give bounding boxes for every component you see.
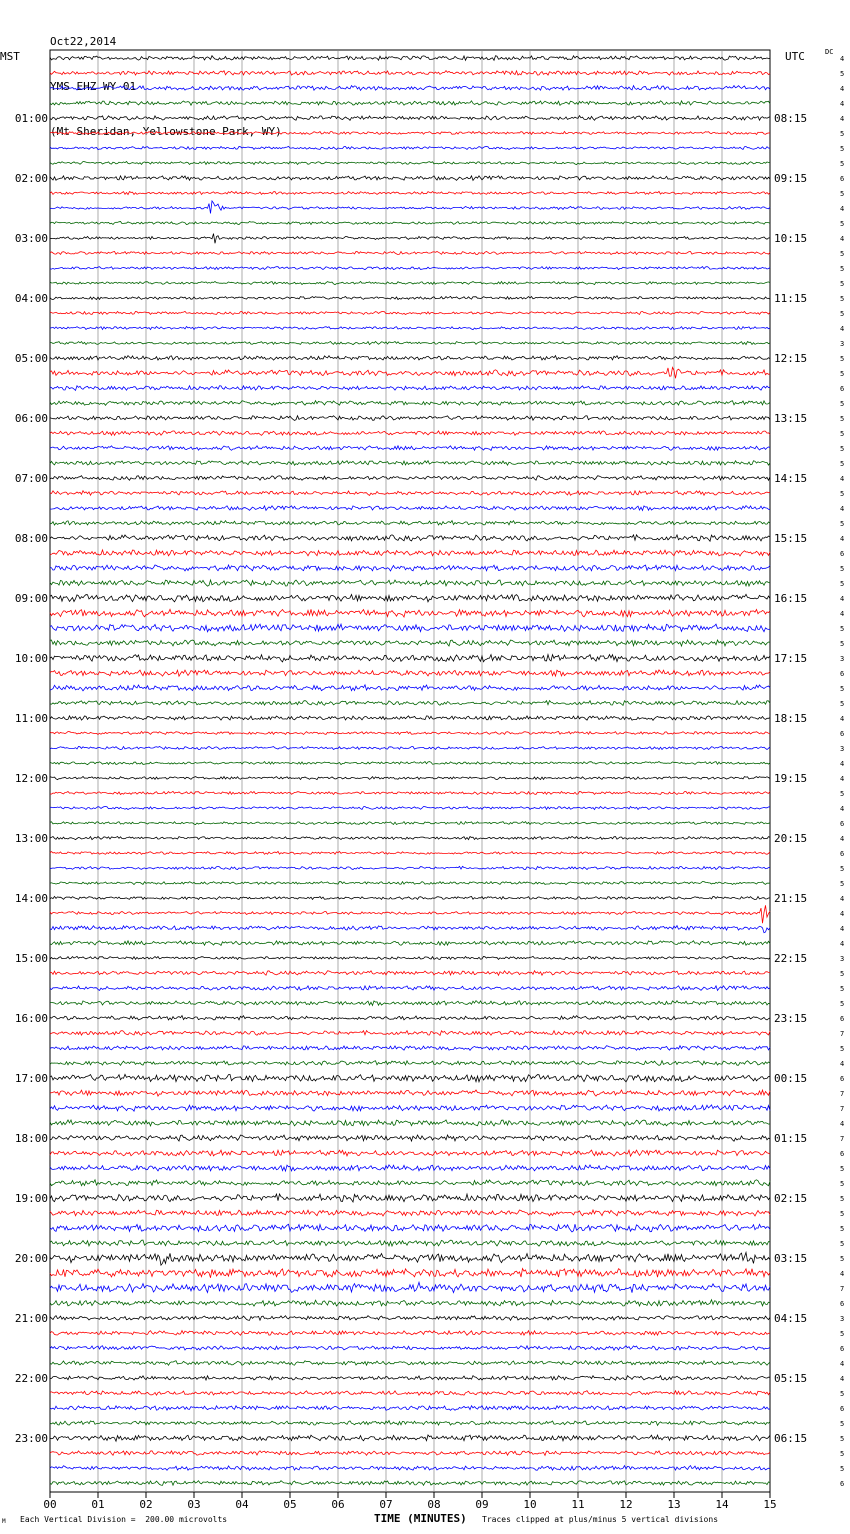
dc-offset-value: 6 [840,730,845,738]
seismic-trace [50,56,770,61]
x-tick-label: 12 [619,1498,633,1511]
seismic-trace [50,1105,770,1111]
seismic-trace [50,1481,770,1486]
seismic-trace [50,386,770,391]
date-label: Oct22,2014 [50,35,117,48]
seismic-trace [50,1466,770,1471]
seismic-trace [50,822,770,825]
seismic-trace [50,655,770,662]
dc-offset-value: 5 [840,220,845,228]
right-hour-label: 02:15 [774,1192,808,1205]
left-hour-label: 13:00 [14,832,48,845]
left-hour-label: 08:00 [14,532,48,545]
dc-offset-value: 3 [840,655,845,663]
location-label: (Mt Sheridan, Yellowstone Park, WY) [50,125,282,138]
dc-offset-value: 5 [840,1000,845,1008]
seismic-trace [50,866,770,869]
left-hour-label: 05:00 [14,352,48,365]
dc-offset-value: 5 [840,700,845,708]
left-hour-label: 15:00 [14,952,48,965]
x-tick-label: 03 [187,1498,201,1511]
dc-offset-value: 5 [840,1210,845,1218]
left-hour-label: 01:00 [14,112,48,125]
dc-offset-header: DC [825,48,834,56]
seismic-trace [50,882,770,885]
seismic-trace [50,416,770,421]
seismic-trace [50,926,770,933]
left-hour-label: 14:00 [14,892,48,905]
dc-offset-value: 4 [840,895,845,903]
dc-offset-value: 7 [840,1285,845,1293]
seismic-trace [50,491,770,496]
seismic-trace [50,116,770,121]
left-hour-label: 09:00 [14,592,48,605]
dc-offset-value: 5 [840,880,845,888]
seismic-trace [50,731,770,734]
right-hour-label: 21:15 [774,892,808,905]
scale-note: Each Vertical Division = 200.00 microvolts [20,1515,228,1524]
left-hour-label: 23:00 [14,1432,48,1445]
seismic-trace [50,807,770,810]
seismic-trace [50,791,770,794]
seismic-trace [50,1090,770,1096]
dc-offset-value: 4 [840,115,845,123]
seismic-trace [50,896,770,899]
seismic-trace [50,282,770,285]
left-hour-label: 16:00 [14,1012,48,1025]
dc-offset-value: 4 [840,760,845,768]
dc-offset-value: 5 [840,1165,845,1173]
right-hour-label: 04:15 [774,1312,808,1325]
seismic-trace [50,1361,770,1366]
dc-offset-value: 4 [840,1360,845,1368]
seismic-trace [50,851,770,854]
left-hour-label: 17:00 [14,1072,48,1085]
x-tick-label: 06 [331,1498,345,1511]
x-axis-title: TIME (MINUTES) [374,1512,467,1525]
seismic-trace [50,550,770,556]
dc-offset-value: 5 [840,400,845,408]
dc-offset-value: 5 [840,1180,845,1188]
seismic-trace [50,1316,770,1321]
seismic-trace [50,941,770,946]
right-hour-label: 12:15 [774,352,808,365]
dc-offset-value: 5 [840,1240,845,1248]
dc-offset-value: 5 [840,790,845,798]
dc-offset-value: 5 [840,130,845,138]
right-hour-label: 17:15 [774,652,808,665]
seismic-trace [50,461,770,466]
x-tick-label: 00 [43,1498,57,1511]
seismic-trace [50,971,770,976]
seismic-trace [50,956,770,959]
dc-offset-value: 6 [840,385,845,393]
seismic-trace [50,1210,770,1216]
left-hour-label: 11:00 [14,712,48,725]
left-hour-label: 06:00 [14,412,48,425]
dc-offset-value: 4 [840,835,845,843]
seismic-trace [50,1046,770,1051]
right-hour-label: 01:15 [774,1132,808,1145]
right-hour-label: 11:15 [774,292,808,305]
dc-offset-value: 5 [840,355,845,363]
dc-offset-value: 5 [840,865,845,873]
left-hour-label: 21:00 [14,1312,48,1325]
seismic-trace [50,327,770,330]
right-hour-label: 09:15 [774,172,808,185]
dc-offset-value: 5 [840,265,845,273]
seismic-trace [50,905,770,923]
seismic-trace [50,1406,770,1411]
left-hour-label: 03:00 [14,232,48,245]
dc-offset-value: 6 [840,1015,845,1023]
seismic-trace [50,1391,770,1396]
seismic-trace [50,624,770,632]
left-timezone-label: MST [0,50,20,63]
seismic-trace [50,1346,770,1351]
seismic-trace [50,296,770,299]
seismic-trace [50,1435,770,1441]
dc-offset-value: 5 [840,970,845,978]
dc-offset-value: 4 [840,1375,845,1383]
seismic-trace [50,431,770,435]
right-hour-label: 23:15 [774,1012,808,1025]
seismic-trace [50,594,770,602]
seismic-trace [50,685,770,691]
dc-offset-value: 5 [840,445,845,453]
dc-offset-value: 4 [840,325,845,333]
dc-offset-value: 5 [840,580,845,588]
seismic-trace [50,1150,770,1156]
right-hour-label: 03:15 [774,1252,808,1265]
seismic-trace [50,609,770,617]
x-tick-label: 08 [427,1498,441,1511]
dc-offset-value: 4 [840,925,845,933]
dc-offset-value: 4 [840,910,845,918]
dc-offset-value: 5 [840,1465,845,1473]
dc-offset-value: 6 [840,820,845,828]
dc-offset-value: 6 [840,1405,845,1413]
dc-offset-value: 4 [840,100,845,108]
dc-offset-value: 5 [840,685,845,693]
seismic-trace [50,1331,770,1336]
x-tick-label: 01 [91,1498,105,1511]
seismic-trace [50,565,770,571]
left-hour-label: 20:00 [14,1252,48,1265]
seismic-trace [50,86,770,91]
seismic-trace [50,1180,770,1186]
seismic-trace [50,1421,770,1426]
dc-offset-value: 5 [840,250,845,258]
seismic-trace [50,1253,770,1266]
dc-offset-value: 5 [840,1255,845,1263]
dc-offset-value: 4 [840,475,845,483]
dc-offset-value: 7 [840,1030,845,1038]
right-hour-label: 06:15 [774,1432,808,1445]
x-tick-label: 09 [475,1498,489,1511]
right-hour-label: 13:15 [774,412,808,425]
seismic-trace [50,146,770,149]
dc-offset-value: 5 [840,370,845,378]
plot-frame [50,50,770,1492]
x-tick-label: 05 [283,1498,297,1511]
seismic-trace [50,267,770,270]
right-hour-label: 05:15 [774,1372,808,1385]
seismic-trace [50,506,770,511]
clip-note: Traces clipped at plus/minus 5 vertical divisions [482,1515,719,1524]
seismic-trace [50,132,770,135]
dc-offset-value: 5 [840,520,845,528]
dc-offset-value: 5 [840,565,845,573]
seismic-trace [50,640,770,646]
dc-offset-value: 5 [840,1390,845,1398]
seismic-trace [50,1300,770,1306]
seismic-trace [50,342,770,345]
dc-offset-value: 4 [840,535,845,543]
dc-offset-value: 4 [840,235,845,243]
seismic-trace [50,535,770,541]
dc-offset-value: 5 [840,1450,845,1458]
left-hour-label: 22:00 [14,1372,48,1385]
seismic-trace [50,1074,770,1081]
seismic-trace [50,71,770,76]
dc-offset-value: 3 [840,745,845,753]
seismic-trace [50,401,770,406]
x-tick-label: 14 [715,1498,729,1511]
seismic-trace [50,762,770,765]
seismic-trace [50,1016,770,1020]
dc-offset-value: 4 [840,715,845,723]
dc-offset-value: 5 [840,310,845,318]
dc-offset-value: 5 [840,460,845,468]
right-hour-label: 20:15 [774,832,808,845]
x-tick-label: 07 [379,1498,393,1511]
right-hour-label: 08:15 [774,112,808,125]
seismic-trace [50,101,770,106]
dc-offset-value: 6 [840,1480,845,1488]
dc-offset-value: 4 [840,85,845,93]
dc-offset-value: 7 [840,1135,845,1143]
seismic-trace [50,1282,770,1292]
dc-offset-value: 5 [840,415,845,423]
seismic-trace [50,1031,770,1036]
dc-offset-value: 5 [840,625,845,633]
seismic-trace [50,701,770,706]
dc-offset-value: 5 [840,1225,845,1233]
left-hour-label: 07:00 [14,472,48,485]
dc-offset-value: 5 [840,280,845,288]
seismic-trace [50,176,770,181]
seismic-trace [50,986,770,991]
right-hour-label: 22:15 [774,952,808,965]
dc-offset-value: 6 [840,1345,845,1353]
seismic-trace [50,201,770,214]
seismic-trace [50,1061,770,1066]
x-tick-label: 15 [763,1498,777,1511]
seismic-trace [50,716,770,721]
dc-offset-value: 5 [840,70,845,78]
dc-offset-value: 5 [840,160,845,168]
seismic-trace [50,222,770,225]
seismic-trace [50,1451,770,1456]
dc-offset-value: 3 [840,955,845,963]
dc-offset-value: 6 [840,175,845,183]
seismic-trace [50,1269,770,1278]
left-hour-label: 12:00 [14,772,48,785]
dc-offset-value: 4 [840,1120,845,1128]
seismic-trace [50,162,770,165]
dc-offset-value: 6 [840,1075,845,1083]
seismic-trace [50,234,770,244]
dc-offset-value: 4 [840,205,845,213]
dc-offset-value: 7 [840,1105,845,1113]
dc-offset-value: 5 [840,430,845,438]
left-hour-label: 19:00 [14,1192,48,1205]
dc-offset-value: 3 [840,340,845,348]
x-tick-label: 10 [523,1498,537,1511]
right-hour-label: 00:15 [774,1072,808,1085]
right-timezone-label: UTC [785,50,805,63]
dc-offset-value: 4 [840,610,845,618]
dc-offset-value: 6 [840,850,845,858]
dc-offset-value: 5 [840,1435,845,1443]
station-label: YMS EHZ WY 01 [50,80,137,93]
dc-offset-value: 6 [840,1300,845,1308]
x-tick-label: 02 [139,1498,153,1511]
seismic-trace [50,1376,770,1381]
dc-offset-value: 4 [840,805,845,813]
dc-offset-value: 4 [840,595,845,603]
right-hour-label: 19:15 [774,772,808,785]
seismic-trace [50,252,770,255]
seismic-trace [50,356,770,361]
left-hour-label: 18:00 [14,1132,48,1145]
left-hour-label: 10:00 [14,652,48,665]
dc-offset-value: 4 [840,505,845,513]
x-tick-label: 13 [667,1498,681,1511]
seismic-trace [50,747,770,750]
dc-offset-value: 4 [840,1270,845,1278]
dc-offset-value: 4 [840,55,845,63]
right-hour-label: 18:15 [774,712,808,725]
x-tick-label: 11 [571,1498,585,1511]
seismic-trace [50,836,770,839]
dc-offset-value: 3 [840,1315,845,1323]
dc-offset-value: 5 [840,145,845,153]
seismic-trace [50,1240,770,1246]
dc-offset-value: 5 [840,490,845,498]
seismic-trace [50,1001,770,1006]
seismic-trace [50,1120,770,1126]
seismic-trace [50,1194,770,1202]
left-hour-label: 02:00 [14,172,48,185]
dc-offset-value: 6 [840,670,845,678]
seismic-trace [50,521,770,526]
dc-offset-value: 4 [840,940,845,948]
dc-offset-value: 6 [840,550,845,558]
dc-offset-value: 7 [840,1090,845,1098]
seismic-trace [50,311,770,314]
seismic-trace [50,446,770,451]
right-hour-label: 10:15 [774,232,808,245]
dc-offset-value: 5 [840,640,845,648]
dc-offset-value: 5 [840,295,845,303]
right-hour-label: 16:15 [774,592,808,605]
dc-offset-value: 4 [840,775,845,783]
x-tick-label: 04 [235,1498,249,1511]
dc-offset-value: 6 [840,1150,845,1158]
corner-mark: M [2,1518,6,1525]
seismic-trace [50,580,770,586]
seismic-trace [50,367,770,378]
dc-offset-value: 5 [840,1195,845,1203]
seismic-trace [50,1224,770,1232]
seismic-trace [50,1165,770,1171]
dc-offset-value: 5 [840,1045,845,1053]
right-hour-label: 14:15 [774,472,808,485]
right-hour-label: 15:15 [774,532,808,545]
seismic-trace [50,476,770,481]
dc-offset-value: 5 [840,190,845,198]
dc-offset-value: 5 [840,985,845,993]
seismic-trace [50,191,770,194]
seismic-trace [50,670,770,676]
dc-offset-value: 5 [840,1420,845,1428]
left-hour-label: 04:00 [14,292,48,305]
seismic-trace [50,1135,770,1141]
dc-offset-value: 5 [840,1330,845,1338]
seismic-trace [50,777,770,780]
dc-offset-value: 4 [840,1060,845,1068]
